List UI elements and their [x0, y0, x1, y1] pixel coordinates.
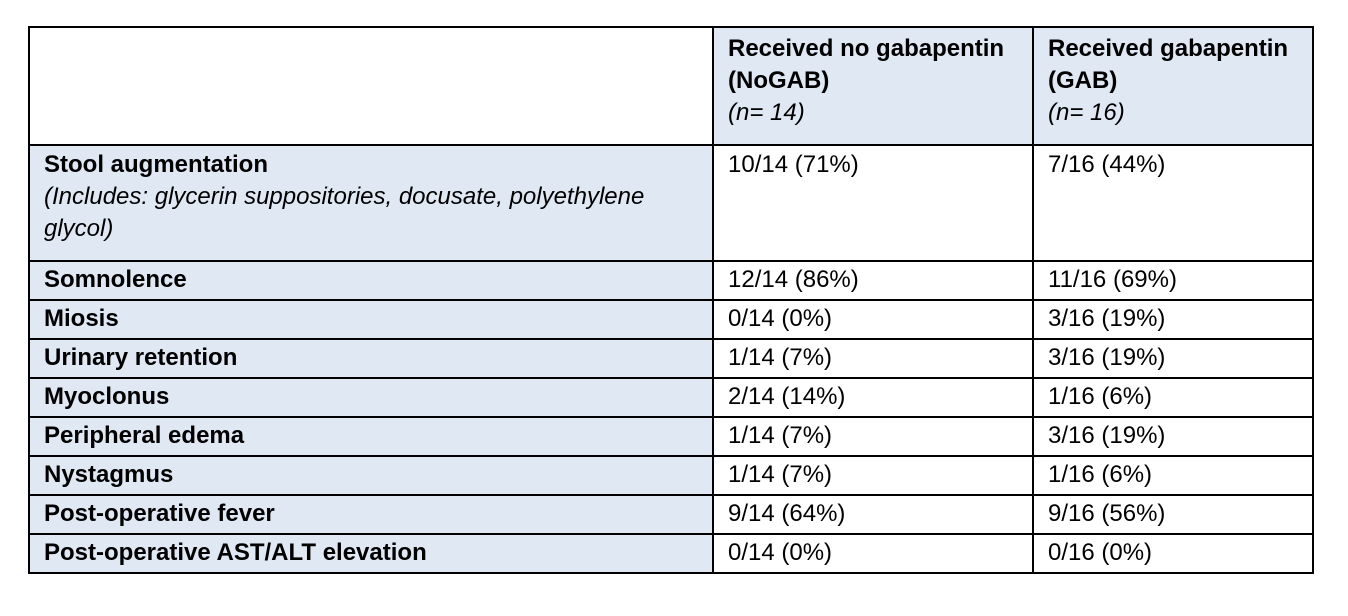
table-row — [29, 417, 1313, 456]
table-row — [29, 300, 1313, 339]
row-label: Nystagmus — [29, 456, 713, 495]
nogab-value: 12/14 (86%) — [713, 261, 1033, 300]
table-row — [29, 495, 1313, 534]
row-label: Post-operative fever — [29, 495, 713, 534]
gab-value: 11/16 (69%) — [1033, 261, 1313, 300]
header-gab-title: Received gabapentin (GAB) — [1048, 35, 1289, 94]
table-row — [29, 145, 1313, 261]
header-nogab-cell — [713, 27, 1033, 145]
row-label: Myoclonus — [29, 378, 713, 417]
table-row — [29, 378, 1313, 417]
header-nogab-title: Received no gabapentin (NoGAB) — [728, 35, 1005, 94]
row-label: Miosis — [29, 300, 713, 339]
nogab-value: 2/14 (14%) — [713, 378, 1033, 417]
nogab-value: 9/14 (64%) — [713, 495, 1033, 534]
row-note: (Includes: glycerin suppositories, docusate, polyethylene glycol) — [44, 183, 645, 242]
header-gab-n: (n= 16) — [1048, 99, 1125, 126]
gab-value: 1/16 (6%) — [1033, 378, 1313, 417]
gab-value: 3/16 (19%) — [1033, 300, 1313, 339]
row-label: Peripheral edema — [29, 417, 713, 456]
gab-value: 3/16 (19%) — [1033, 339, 1313, 378]
gab-value: 3/16 (19%) — [1033, 417, 1313, 456]
nogab-value: 1/14 (7%) — [713, 339, 1033, 378]
adverse-effects-table — [28, 26, 1314, 574]
gab-value: 9/16 (56%) — [1033, 495, 1313, 534]
table-header-row — [29, 27, 1313, 145]
gab-value: 0/16 (0%) — [1033, 534, 1313, 573]
nogab-value: 1/14 (7%) — [713, 456, 1033, 495]
gab-value: 1/16 (6%) — [1033, 456, 1313, 495]
nogab-value: 0/14 (0%) — [713, 534, 1033, 573]
header-gab-cell — [1033, 27, 1313, 145]
row-label-cell — [29, 145, 713, 261]
row-label: Stool augmentation — [44, 151, 268, 178]
table-row — [29, 534, 1313, 573]
nogab-value: 1/14 (7%) — [713, 417, 1033, 456]
header-empty-cell — [29, 27, 713, 145]
row-label: Somnolence — [29, 261, 713, 300]
nogab-value: 0/14 (0%) — [713, 300, 1033, 339]
table-row — [29, 261, 1313, 300]
gab-value: 7/16 (44%) — [1033, 145, 1313, 261]
table-row — [29, 339, 1313, 378]
header-nogab-n: (n= 14) — [728, 99, 805, 126]
table-row — [29, 456, 1313, 495]
nogab-value: 10/14 (71%) — [713, 145, 1033, 261]
row-label: Urinary retention — [29, 339, 713, 378]
row-label: Post-operative AST/ALT elevation — [29, 534, 713, 573]
